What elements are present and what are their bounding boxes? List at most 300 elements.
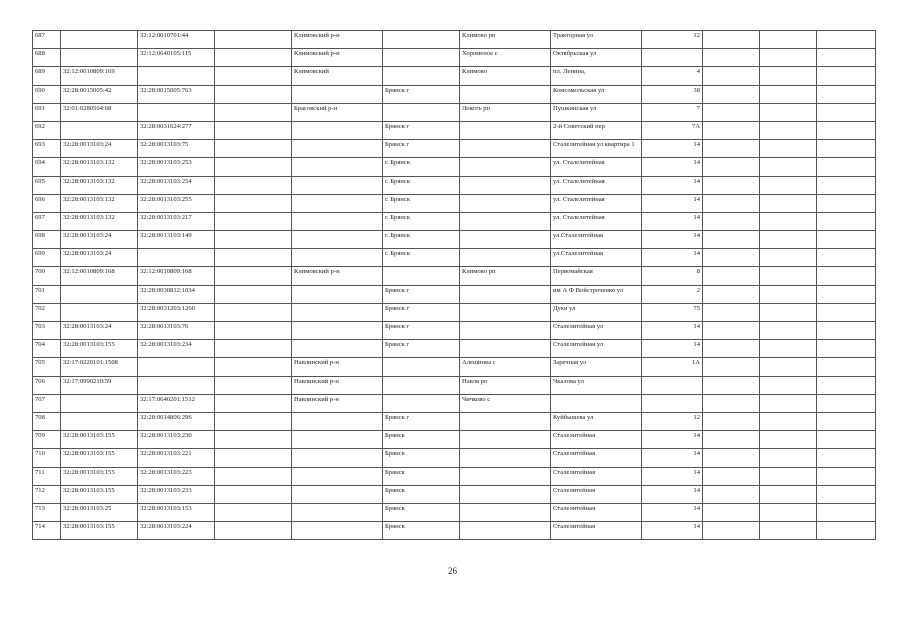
cadastral-number-cell bbox=[61, 394, 138, 412]
table-body bbox=[33, 31, 876, 540]
empty-cell bbox=[703, 267, 760, 285]
blank-cell bbox=[215, 140, 292, 158]
blank-cell bbox=[215, 158, 292, 176]
settlement-cell bbox=[460, 176, 551, 194]
row-number-cell: 693 bbox=[33, 140, 61, 158]
object-cadastral-cell: 32:28:0013103:217 bbox=[138, 212, 215, 230]
table-row bbox=[33, 249, 876, 267]
row-number-cell: 712 bbox=[33, 485, 61, 503]
empty-cell bbox=[817, 121, 876, 139]
object-cadastral-cell bbox=[138, 358, 215, 376]
street-cell: Октябрьская ул bbox=[551, 49, 642, 67]
row-number-cell: 710 bbox=[33, 449, 61, 467]
house-cell bbox=[642, 49, 703, 67]
cadastral-number-cell bbox=[61, 303, 138, 321]
empty-cell bbox=[817, 67, 876, 85]
empty-cell bbox=[760, 49, 817, 67]
street-cell: ул. Сталелитейная bbox=[551, 158, 642, 176]
row-number-cell: 704 bbox=[33, 340, 61, 358]
street-cell: Сталелитейная ул bbox=[551, 340, 642, 358]
city-cell: г. Брянск bbox=[383, 158, 460, 176]
street-cell: Сталелитейная bbox=[551, 431, 642, 449]
empty-cell bbox=[817, 158, 876, 176]
object-cadastral-cell: 32:28:0030812:1034 bbox=[138, 285, 215, 303]
cadastral-number-cell: 32:28:0013103:155 bbox=[61, 467, 138, 485]
city-cell: Брянск г bbox=[383, 303, 460, 321]
table-row bbox=[33, 176, 876, 194]
settlement-cell bbox=[460, 85, 551, 103]
blank-cell bbox=[215, 85, 292, 103]
settlement-cell bbox=[460, 249, 551, 267]
empty-cell bbox=[703, 49, 760, 67]
empty-cell bbox=[817, 322, 876, 340]
blank-cell bbox=[215, 322, 292, 340]
empty-cell bbox=[817, 394, 876, 412]
empty-cell bbox=[817, 249, 876, 267]
empty-cell bbox=[703, 231, 760, 249]
empty-cell bbox=[760, 485, 817, 503]
cadastral-number-cell: 32:28:0013103:24 bbox=[61, 231, 138, 249]
cadastral-number-cell bbox=[61, 121, 138, 139]
settlement-cell: Климово рп bbox=[460, 267, 551, 285]
city-cell: Брянск г bbox=[383, 140, 460, 158]
city-cell: Брянск г bbox=[383, 285, 460, 303]
blank-cell bbox=[215, 231, 292, 249]
district-cell bbox=[292, 121, 383, 139]
settlement-cell bbox=[460, 449, 551, 467]
empty-cell bbox=[703, 31, 760, 49]
empty-cell bbox=[703, 322, 760, 340]
empty-cell bbox=[760, 67, 817, 85]
empty-cell bbox=[703, 485, 760, 503]
row-number-cell: 706 bbox=[33, 376, 61, 394]
empty-cell bbox=[760, 231, 817, 249]
empty-cell bbox=[760, 394, 817, 412]
empty-cell bbox=[817, 140, 876, 158]
settlement-cell bbox=[460, 212, 551, 230]
street-cell: Сталелитейная ул bbox=[551, 322, 642, 340]
empty-cell bbox=[703, 522, 760, 540]
house-cell: 14 bbox=[642, 340, 703, 358]
settlement-cell bbox=[460, 322, 551, 340]
settlement-cell: Навля рп bbox=[460, 376, 551, 394]
empty-cell bbox=[760, 285, 817, 303]
settlement-cell bbox=[460, 231, 551, 249]
row-number-cell: 713 bbox=[33, 503, 61, 521]
city-cell bbox=[383, 394, 460, 412]
city-cell: г. Брянск bbox=[383, 212, 460, 230]
empty-cell bbox=[703, 376, 760, 394]
cadastral-number-cell: 32:28:0013103:132 bbox=[61, 212, 138, 230]
settlement-cell bbox=[460, 285, 551, 303]
empty-cell bbox=[760, 449, 817, 467]
house-cell bbox=[642, 376, 703, 394]
empty-cell bbox=[703, 285, 760, 303]
street-cell: Комсомольская ул bbox=[551, 85, 642, 103]
district-cell bbox=[292, 503, 383, 521]
city-cell: Брянск г bbox=[383, 121, 460, 139]
house-cell: 1А bbox=[642, 358, 703, 376]
street-cell: им А Ф Войстроченко ул bbox=[551, 285, 642, 303]
empty-cell bbox=[703, 431, 760, 449]
table-row bbox=[33, 485, 876, 503]
street-cell: Тракторная ул bbox=[551, 31, 642, 49]
empty-cell bbox=[817, 467, 876, 485]
district-cell bbox=[292, 158, 383, 176]
row-number-cell: 701 bbox=[33, 285, 61, 303]
street-cell: Сталелитейная ул квартира 1 bbox=[551, 140, 642, 158]
city-cell bbox=[383, 31, 460, 49]
table-row bbox=[33, 285, 876, 303]
cadastral-number-cell: 32:28:0013103:24 bbox=[61, 249, 138, 267]
empty-cell bbox=[760, 322, 817, 340]
empty-cell bbox=[817, 31, 876, 49]
house-cell: 14 bbox=[642, 485, 703, 503]
blank-cell bbox=[215, 376, 292, 394]
empty-cell bbox=[760, 503, 817, 521]
street-cell: Заречная ул bbox=[551, 358, 642, 376]
district-cell: Навлинский р-н bbox=[292, 358, 383, 376]
empty-cell bbox=[760, 103, 817, 121]
empty-cell bbox=[703, 412, 760, 430]
house-cell: 14 bbox=[642, 449, 703, 467]
street-cell: Первомайская bbox=[551, 267, 642, 285]
object-cadastral-cell: 32:28:0013103:149 bbox=[138, 231, 215, 249]
object-cadastral-cell: 32:28:0013103:223 bbox=[138, 467, 215, 485]
city-cell: Брянск bbox=[383, 467, 460, 485]
district-cell bbox=[292, 249, 383, 267]
cadastral-number-cell: 32:28:0013103:155 bbox=[61, 340, 138, 358]
table-row bbox=[33, 31, 876, 49]
empty-cell bbox=[703, 303, 760, 321]
empty-cell bbox=[817, 49, 876, 67]
city-cell bbox=[383, 103, 460, 121]
house-cell: 2 bbox=[642, 285, 703, 303]
row-number-cell: 700 bbox=[33, 267, 61, 285]
district-cell bbox=[292, 176, 383, 194]
table-row bbox=[33, 449, 876, 467]
city-cell: Брянск bbox=[383, 522, 460, 540]
empty-cell bbox=[703, 158, 760, 176]
cadastral-number-cell: 32:28:0013103:132 bbox=[61, 194, 138, 212]
empty-cell bbox=[817, 376, 876, 394]
blank-cell bbox=[215, 303, 292, 321]
table-row bbox=[33, 303, 876, 321]
empty-cell bbox=[703, 340, 760, 358]
blank-cell bbox=[215, 522, 292, 540]
table-row bbox=[33, 103, 876, 121]
district-cell bbox=[292, 485, 383, 503]
city-cell: Брянск bbox=[383, 503, 460, 521]
cadastral-number-cell: 32:28:0013103:155 bbox=[61, 431, 138, 449]
empty-cell bbox=[817, 431, 876, 449]
empty-cell bbox=[817, 449, 876, 467]
empty-cell bbox=[817, 412, 876, 430]
city-cell bbox=[383, 376, 460, 394]
blank-cell bbox=[215, 358, 292, 376]
table-row bbox=[33, 231, 876, 249]
cadastral-number-cell bbox=[61, 412, 138, 430]
empty-cell bbox=[817, 303, 876, 321]
object-cadastral-cell: 32:28:0013103:233 bbox=[138, 485, 215, 503]
street-cell: ул.Сталелитейная bbox=[551, 249, 642, 267]
blank-cell bbox=[215, 267, 292, 285]
object-cadastral-cell: 32:28:0031624:277 bbox=[138, 121, 215, 139]
settlement-cell bbox=[460, 412, 551, 430]
table-row bbox=[33, 158, 876, 176]
house-cell: 14 bbox=[642, 231, 703, 249]
city-cell: г. Брянск bbox=[383, 194, 460, 212]
settlement-cell bbox=[460, 140, 551, 158]
empty-cell bbox=[817, 85, 876, 103]
cadastral-number-cell bbox=[61, 49, 138, 67]
empty-cell bbox=[703, 103, 760, 121]
blank-cell bbox=[215, 285, 292, 303]
object-cadastral-cell bbox=[138, 376, 215, 394]
blank-cell bbox=[215, 67, 292, 85]
house-cell: 7 bbox=[642, 103, 703, 121]
empty-cell bbox=[760, 140, 817, 158]
house-cell: 14 bbox=[642, 522, 703, 540]
street-cell: Пушкинская ул bbox=[551, 103, 642, 121]
city-cell: г. Брянск bbox=[383, 231, 460, 249]
table-row bbox=[33, 467, 876, 485]
district-cell: Климовский р-н bbox=[292, 31, 383, 49]
object-cadastral-cell: 32:28:0015005:763 bbox=[138, 85, 215, 103]
empty-cell bbox=[817, 267, 876, 285]
empty-cell bbox=[760, 358, 817, 376]
empty-cell bbox=[760, 340, 817, 358]
table-row bbox=[33, 522, 876, 540]
house-cell: 14 bbox=[642, 467, 703, 485]
settlement-cell: Климово bbox=[460, 67, 551, 85]
empty-cell bbox=[817, 103, 876, 121]
city-cell: Брянск г bbox=[383, 322, 460, 340]
district-cell bbox=[292, 431, 383, 449]
row-number-cell: 699 bbox=[33, 249, 61, 267]
house-cell: 38 bbox=[642, 85, 703, 103]
table-row bbox=[33, 140, 876, 158]
object-cadastral-cell: 32:28:0013103:254 bbox=[138, 176, 215, 194]
row-number-cell: 691 bbox=[33, 103, 61, 121]
house-cell: 7А bbox=[642, 121, 703, 139]
row-number-cell: 692 bbox=[33, 121, 61, 139]
empty-cell bbox=[760, 267, 817, 285]
empty-cell bbox=[760, 212, 817, 230]
city-cell: Брянск bbox=[383, 449, 460, 467]
table-row bbox=[33, 503, 876, 521]
street-cell bbox=[551, 394, 642, 412]
empty-cell bbox=[817, 485, 876, 503]
district-cell: Навлинский р-н bbox=[292, 394, 383, 412]
house-cell: 12 bbox=[642, 31, 703, 49]
empty-cell bbox=[703, 212, 760, 230]
table-row bbox=[33, 67, 876, 85]
street-cell: Куйбышева ул bbox=[551, 412, 642, 430]
cadastral-number-cell: 32:17:0990210:59 bbox=[61, 376, 138, 394]
street-cell: Дуки ул bbox=[551, 303, 642, 321]
object-cadastral-cell: 32:28:0013103:253 bbox=[138, 158, 215, 176]
district-cell bbox=[292, 285, 383, 303]
settlement-cell bbox=[460, 503, 551, 521]
empty-cell bbox=[703, 358, 760, 376]
city-cell: г. Брянск bbox=[383, 176, 460, 194]
row-number-cell: 689 bbox=[33, 67, 61, 85]
settlement-cell: Чичково с bbox=[460, 394, 551, 412]
table-row bbox=[33, 267, 876, 285]
row-number-cell: 707 bbox=[33, 394, 61, 412]
cadastral-number-cell bbox=[61, 31, 138, 49]
row-number-cell: 687 bbox=[33, 31, 61, 49]
district-cell bbox=[292, 449, 383, 467]
street-cell: Сталелитейная bbox=[551, 503, 642, 521]
blank-cell bbox=[215, 394, 292, 412]
cadastral-number-cell: 32:28:0013103:155 bbox=[61, 522, 138, 540]
street-cell: Сталелитейная bbox=[551, 522, 642, 540]
city-cell: Брянск г bbox=[383, 412, 460, 430]
cadastral-number-cell: 32:28:0015005:42 bbox=[61, 85, 138, 103]
city-cell bbox=[383, 67, 460, 85]
empty-cell bbox=[703, 67, 760, 85]
object-cadastral-cell: 32:28:0013103:255 bbox=[138, 194, 215, 212]
settlement-cell bbox=[460, 194, 551, 212]
settlement-cell bbox=[460, 303, 551, 321]
empty-cell bbox=[760, 431, 817, 449]
table-row bbox=[33, 322, 876, 340]
house-cell: 14 bbox=[642, 249, 703, 267]
blank-cell bbox=[215, 249, 292, 267]
row-number-cell: 708 bbox=[33, 412, 61, 430]
city-cell bbox=[383, 267, 460, 285]
row-number-cell: 702 bbox=[33, 303, 61, 321]
house-cell: 14 bbox=[642, 322, 703, 340]
row-number-cell: 690 bbox=[33, 85, 61, 103]
empty-cell bbox=[760, 85, 817, 103]
object-cadastral-cell: 32:17:0640201:1512 bbox=[138, 394, 215, 412]
district-cell bbox=[292, 231, 383, 249]
table-row bbox=[33, 121, 876, 139]
district-cell bbox=[292, 522, 383, 540]
city-cell: г. Брянск bbox=[383, 249, 460, 267]
empty-cell bbox=[817, 285, 876, 303]
blank-cell bbox=[215, 121, 292, 139]
empty-cell bbox=[760, 303, 817, 321]
blank-cell bbox=[215, 176, 292, 194]
district-cell: Брасовский р-н bbox=[292, 103, 383, 121]
table-row bbox=[33, 394, 876, 412]
blank-cell bbox=[215, 194, 292, 212]
row-number-cell: 705 bbox=[33, 358, 61, 376]
empty-cell bbox=[817, 231, 876, 249]
row-number-cell: 697 bbox=[33, 212, 61, 230]
blank-cell bbox=[215, 431, 292, 449]
empty-cell bbox=[760, 31, 817, 49]
street-cell: ул. Сталелитейная bbox=[551, 212, 642, 230]
empty-cell bbox=[703, 85, 760, 103]
settlement-cell: Локоть рп bbox=[460, 103, 551, 121]
cadastral-number-cell bbox=[61, 285, 138, 303]
blank-cell bbox=[215, 340, 292, 358]
house-cell: 14 bbox=[642, 503, 703, 521]
house-cell: 14 bbox=[642, 176, 703, 194]
object-cadastral-cell: 32:12:0010701:44 bbox=[138, 31, 215, 49]
object-cadastral-cell: 32:12:0640105:115 bbox=[138, 49, 215, 67]
empty-cell bbox=[760, 467, 817, 485]
city-cell: Брянск г bbox=[383, 340, 460, 358]
object-cadastral-cell: 32:28:0013103:75 bbox=[138, 140, 215, 158]
cadastral-number-cell: 32:28:0013103:155 bbox=[61, 485, 138, 503]
district-cell bbox=[292, 85, 383, 103]
street-cell: Сталелитейная bbox=[551, 467, 642, 485]
table-row bbox=[33, 194, 876, 212]
blank-cell bbox=[215, 49, 292, 67]
empty-cell bbox=[760, 176, 817, 194]
cadastral-number-cell: 32:01:0280504:68 bbox=[61, 103, 138, 121]
settlement-cell bbox=[460, 467, 551, 485]
object-cadastral-cell bbox=[138, 67, 215, 85]
row-number-cell: 688 bbox=[33, 49, 61, 67]
empty-cell bbox=[703, 503, 760, 521]
cadastral-number-cell: 32:28:0013103:24 bbox=[61, 140, 138, 158]
table-row bbox=[33, 85, 876, 103]
row-number-cell: 694 bbox=[33, 158, 61, 176]
settlement-cell bbox=[460, 340, 551, 358]
district-cell bbox=[292, 340, 383, 358]
district-cell bbox=[292, 303, 383, 321]
house-cell: 14 bbox=[642, 212, 703, 230]
table-row bbox=[33, 358, 876, 376]
district-cell: Климовский bbox=[292, 67, 383, 85]
house-cell: 75 bbox=[642, 303, 703, 321]
cadastral-number-cell: 32:28:0013103:24 bbox=[61, 322, 138, 340]
object-cadastral-cell: 32:28:0013103:234 bbox=[138, 340, 215, 358]
district-cell: Навлинский р-н bbox=[292, 376, 383, 394]
empty-cell bbox=[703, 394, 760, 412]
registry-table bbox=[32, 30, 876, 540]
object-cadastral-cell: 32:12:0010809:168 bbox=[138, 267, 215, 285]
blank-cell bbox=[215, 485, 292, 503]
city-cell: Брянск bbox=[383, 431, 460, 449]
empty-cell bbox=[703, 467, 760, 485]
row-number-cell: 714 bbox=[33, 522, 61, 540]
district-cell bbox=[292, 322, 383, 340]
settlement-cell bbox=[460, 485, 551, 503]
street-cell: ул. Сталелитейная bbox=[551, 176, 642, 194]
street-cell: Чкалова ул bbox=[551, 376, 642, 394]
city-cell: Брянск bbox=[383, 485, 460, 503]
district-cell bbox=[292, 467, 383, 485]
empty-cell bbox=[703, 249, 760, 267]
district-cell: Климовский р-н bbox=[292, 49, 383, 67]
cadastral-number-cell: 32:28:0013103:155 bbox=[61, 449, 138, 467]
row-number-cell: 703 bbox=[33, 322, 61, 340]
settlement-cell: Климово рп bbox=[460, 31, 551, 49]
district-cell bbox=[292, 212, 383, 230]
empty-cell bbox=[817, 176, 876, 194]
object-cadastral-cell: 32:28:0013103:230 bbox=[138, 431, 215, 449]
house-cell: 14 bbox=[642, 158, 703, 176]
cadastral-number-cell: 32:28:0013103:132 bbox=[61, 176, 138, 194]
cadastral-number-cell: 32:17:0220101:1508 bbox=[61, 358, 138, 376]
settlement-cell bbox=[460, 431, 551, 449]
street-cell: ул.Сталелитейная bbox=[551, 231, 642, 249]
object-cadastral-cell bbox=[138, 249, 215, 267]
empty-cell bbox=[817, 503, 876, 521]
house-cell: 14 bbox=[642, 140, 703, 158]
blank-cell bbox=[215, 103, 292, 121]
house-cell: 8 bbox=[642, 267, 703, 285]
row-number-cell: 698 bbox=[33, 231, 61, 249]
